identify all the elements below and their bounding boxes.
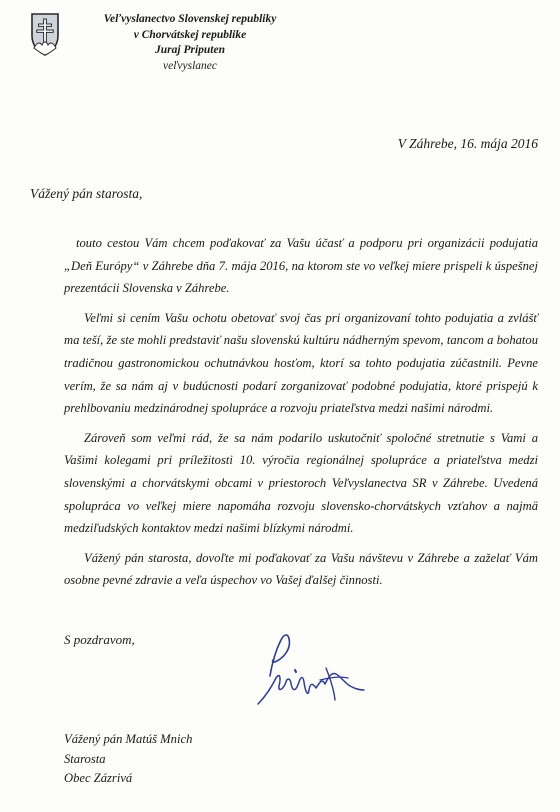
salutation: Vážený pán starosta, bbox=[30, 186, 143, 201]
recipient-name: Vážený pán Matúš Mnich bbox=[64, 732, 193, 746]
embassy-name: Veľvyslanectvo Slovenskej republiky bbox=[103, 13, 277, 25]
ambassador-name: Juraj Priputen bbox=[155, 44, 225, 56]
paragraph-appreciation: Veľmi si cením Vašu ochotu obetovať svoj čas pri organizovaní tohto podujatia a zvlášť ma teší, že ste mohli predstaviť našu slovenskú kultúru nádherným spevom, tancom a bohatou tradičnou gastronomickou ochutnávkou hosťom, ktorí sa tohto podujatia zúčastnili. Pevne verím, že sa nám aj v budúcnosti podarí zorganizovať podobné podujatia, ktoré prispejú k prehlbovaniu medzinárodnej spolupráce a rozvoju priateľstva medzi našimi národmi. bbox=[64, 310, 538, 416]
letter-body bbox=[64, 232, 538, 599]
letterhead bbox=[40, 12, 340, 74]
closing: S pozdravom, bbox=[64, 632, 135, 647]
recipient-title: Starosta bbox=[64, 751, 106, 766]
paragraph-wishes: Vážený pán starosta, dovoľte mi poďakovať za Vašu návštevu v Záhrebe a zaželať Vám osobne pevné zdravie a veľa úspechov vo Vašej ďalšej činnosti. bbox=[64, 550, 538, 588]
paragraph-meeting: Zároveň som veľmi rád, že sa nám podarilo uskutočniť spoločné stretnutie s Vami a Vašimi kolegami pri príležitosti 10. výročia regionálnej spolupráce a priateľstva medzi slovenskými a chorvátskymi obcami v priestoroch Veľvyslanectva SR v Záhrebe. Uvedená spolupráca vo veľkej miere napomáha rozvoju slovensko-chorvátskych vzťahov a najmä medziľudských kontaktov medzi našimi blízkymi národmi. bbox=[64, 430, 538, 536]
recipient-municipality: Obec Zázrivá bbox=[64, 771, 133, 785]
ambassador-title: veľvyslanec bbox=[163, 59, 217, 72]
letter-date: V Záhrebe, 16. mája 2016 bbox=[397, 136, 538, 151]
embassy-country: v Chorvátskej republike bbox=[133, 28, 247, 41]
recipient-block bbox=[64, 730, 192, 789]
paragraph-thanks: touto cestou Vám chcem poďakovať za Vašu účasť a podporu pri organizácii podujatia „Deň Európy“ v Záhrebe dňa 7. mája 2016, na ktorom ste vo veľkej miere prispeli k úspešnej prezentácii Slovenska v Záhrebe. bbox=[64, 236, 538, 296]
signature-icon bbox=[250, 628, 374, 718]
